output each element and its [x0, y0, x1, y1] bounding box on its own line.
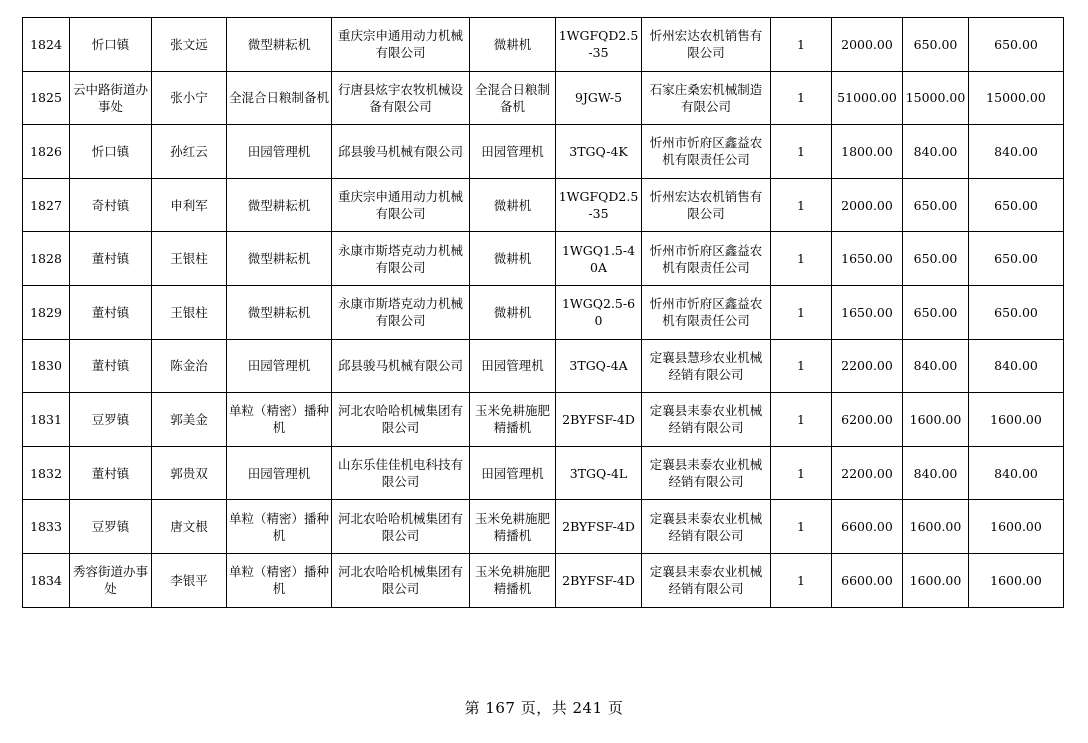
- row-id-cell: 1834: [23, 553, 70, 607]
- price-cell: 1800.00: [832, 125, 903, 179]
- town-cell: 董村镇: [70, 446, 152, 500]
- category-cell: 微型耕耘机: [227, 232, 332, 286]
- model-cell: 2BYFSF-4D: [556, 393, 642, 447]
- dealer-cell: 忻州市忻府区鑫益农机有限责任公司: [642, 232, 771, 286]
- manufacturer-cell: 河北农哈哈机械集团有限公司: [332, 553, 470, 607]
- price-cell: 1650.00: [832, 232, 903, 286]
- town-cell: 奇村镇: [70, 178, 152, 232]
- name-cell: 王银柱: [152, 285, 227, 339]
- total-subsidy-cell: 650.00: [969, 285, 1064, 339]
- quantity-cell: 1: [771, 125, 832, 179]
- category-cell: 单粒（精密）播种机: [227, 393, 332, 447]
- product-cell: 田园管理机: [470, 446, 556, 500]
- subsidy-cell: 840.00: [903, 446, 969, 500]
- product-cell: 田园管理机: [470, 125, 556, 179]
- subsidy-cell: 15000.00: [903, 71, 969, 125]
- dealer-cell: 定襄县耒泰农业机械经销有限公司: [642, 553, 771, 607]
- model-cell: 3TGQ-4L: [556, 446, 642, 500]
- subsidy-cell: 650.00: [903, 232, 969, 286]
- town-cell: 云中路街道办事处: [70, 71, 152, 125]
- dealer-cell: 忻州宏达农机销售有限公司: [642, 18, 771, 72]
- table-row: [23, 339, 1064, 393]
- quantity-cell: 1: [771, 71, 832, 125]
- manufacturer-cell: 重庆宗申通用动力机械有限公司: [332, 178, 470, 232]
- total-subsidy-cell: 650.00: [969, 232, 1064, 286]
- subsidy-cell: 650.00: [903, 285, 969, 339]
- price-cell: 2200.00: [832, 446, 903, 500]
- price-cell: 2000.00: [832, 18, 903, 72]
- price-cell: 6600.00: [832, 500, 903, 554]
- row-id-cell: 1826: [23, 125, 70, 179]
- product-cell: 微耕机: [470, 232, 556, 286]
- row-id-cell: 1833: [23, 500, 70, 554]
- manufacturer-cell: 永康市斯塔克动力机械有限公司: [332, 232, 470, 286]
- total-subsidy-cell: 840.00: [969, 446, 1064, 500]
- dealer-cell: 定襄县耒泰农业机械经销有限公司: [642, 500, 771, 554]
- product-cell: 玉米免耕施肥精播机: [470, 393, 556, 447]
- table-row: [23, 178, 1064, 232]
- town-cell: 豆罗镇: [70, 393, 152, 447]
- row-id-cell: 1831: [23, 393, 70, 447]
- total-subsidy-cell: 1600.00: [969, 393, 1064, 447]
- category-cell: 田园管理机: [227, 339, 332, 393]
- total-subsidy-cell: 650.00: [969, 178, 1064, 232]
- table-row: [23, 500, 1064, 554]
- price-cell: 51000.00: [832, 71, 903, 125]
- model-cell: 1WGFQD2.5-35: [556, 178, 642, 232]
- price-cell: 1650.00: [832, 285, 903, 339]
- price-cell: 2200.00: [832, 339, 903, 393]
- category-cell: 微型耕耘机: [227, 178, 332, 232]
- table-row: [23, 18, 1064, 72]
- name-cell: 孙红云: [152, 125, 227, 179]
- name-cell: 郭贵双: [152, 446, 227, 500]
- table-row: [23, 446, 1064, 500]
- quantity-cell: 1: [771, 232, 832, 286]
- category-cell: 单粒（精密）播种机: [227, 500, 332, 554]
- dealer-cell: 忻州宏达农机销售有限公司: [642, 178, 771, 232]
- total-subsidy-cell: 1600.00: [969, 553, 1064, 607]
- model-cell: 3TGQ-4K: [556, 125, 642, 179]
- manufacturer-cell: 行唐县炫宇农牧机械设备有限公司: [332, 71, 470, 125]
- subsidy-cell: 1600.00: [903, 393, 969, 447]
- table-row: [23, 553, 1064, 607]
- name-cell: 申利军: [152, 178, 227, 232]
- total-subsidy-cell: 840.00: [969, 339, 1064, 393]
- model-cell: 1WGFQD2.5-35: [556, 18, 642, 72]
- row-id-cell: 1824: [23, 18, 70, 72]
- row-id-cell: 1828: [23, 232, 70, 286]
- category-cell: 田园管理机: [227, 446, 332, 500]
- town-cell: 董村镇: [70, 339, 152, 393]
- table-body: [23, 18, 1064, 608]
- name-cell: 陈金治: [152, 339, 227, 393]
- model-cell: 2BYFSF-4D: [556, 500, 642, 554]
- category-cell: 田园管理机: [227, 125, 332, 179]
- dealer-cell: 石家庄桑宏机械制造有限公司: [642, 71, 771, 125]
- model-cell: 2BYFSF-4D: [556, 553, 642, 607]
- quantity-cell: 1: [771, 393, 832, 447]
- total-subsidy-cell: 840.00: [969, 125, 1064, 179]
- manufacturer-cell: 山东乐佳佳机电科技有限公司: [332, 446, 470, 500]
- category-cell: 微型耕耘机: [227, 285, 332, 339]
- product-cell: 田园管理机: [470, 339, 556, 393]
- row-id-cell: 1827: [23, 178, 70, 232]
- row-id-cell: 1825: [23, 71, 70, 125]
- table-row: [23, 71, 1064, 125]
- dealer-cell: 忻州市忻府区鑫益农机有限责任公司: [642, 285, 771, 339]
- model-cell: 1WGQ2.5-60: [556, 285, 642, 339]
- subsidy-table: [22, 17, 1064, 608]
- table-row: [23, 285, 1064, 339]
- town-cell: 董村镇: [70, 285, 152, 339]
- subsidy-cell: 1600.00: [903, 500, 969, 554]
- price-cell: 6600.00: [832, 553, 903, 607]
- manufacturer-cell: 河北农哈哈机械集团有限公司: [332, 393, 470, 447]
- quantity-cell: 1: [771, 18, 832, 72]
- table-row: [23, 393, 1064, 447]
- subsidy-cell: 650.00: [903, 178, 969, 232]
- product-cell: 玉米免耕施肥精播机: [470, 553, 556, 607]
- dealer-cell: 定襄县耒泰农业机械经销有限公司: [642, 446, 771, 500]
- subsidy-cell: 840.00: [903, 125, 969, 179]
- total-subsidy-cell: 15000.00: [969, 71, 1064, 125]
- dealer-cell: 忻州市忻府区鑫益农机有限责任公司: [642, 125, 771, 179]
- page-footer: 第 167 页，共 241 页: [464, 699, 624, 717]
- row-id-cell: 1829: [23, 285, 70, 339]
- town-cell: 秀容街道办事处: [70, 553, 152, 607]
- row-id-cell: 1832: [23, 446, 70, 500]
- category-cell: 单粒（精密）播种机: [227, 553, 332, 607]
- manufacturer-cell: 河北农哈哈机械集团有限公司: [332, 500, 470, 554]
- dealer-cell: 定襄县慧珍农业机械经销有限公司: [642, 339, 771, 393]
- quantity-cell: 1: [771, 339, 832, 393]
- town-cell: 豆罗镇: [70, 500, 152, 554]
- model-cell: 3TGQ-4A: [556, 339, 642, 393]
- manufacturer-cell: 邱县骏马机械有限公司: [332, 339, 470, 393]
- product-cell: 全混合日粮制备机: [470, 71, 556, 125]
- town-cell: 忻口镇: [70, 18, 152, 72]
- total-subsidy-cell: 650.00: [969, 18, 1064, 72]
- manufacturer-cell: 永康市斯塔克动力机械有限公司: [332, 285, 470, 339]
- category-cell: 全混合日粮制备机: [227, 71, 332, 125]
- row-id-cell: 1830: [23, 339, 70, 393]
- table-row: [23, 125, 1064, 179]
- subsidy-cell: 840.00: [903, 339, 969, 393]
- total-subsidy-cell: 1600.00: [969, 500, 1064, 554]
- product-cell: 微耕机: [470, 18, 556, 72]
- manufacturer-cell: 邱县骏马机械有限公司: [332, 125, 470, 179]
- table-row: [23, 232, 1064, 286]
- quantity-cell: 1: [771, 285, 832, 339]
- dealer-cell: 定襄县耒泰农业机械经销有限公司: [642, 393, 771, 447]
- model-cell: 1WGQ1.5-40A: [556, 232, 642, 286]
- product-cell: 微耕机: [470, 285, 556, 339]
- quantity-cell: 1: [771, 500, 832, 554]
- name-cell: 唐文根: [152, 500, 227, 554]
- name-cell: 张小宁: [152, 71, 227, 125]
- subsidy-cell: 1600.00: [903, 553, 969, 607]
- model-cell: 9JGW-5: [556, 71, 642, 125]
- name-cell: 王银柱: [152, 232, 227, 286]
- subsidy-cell: 650.00: [903, 18, 969, 72]
- price-cell: 2000.00: [832, 178, 903, 232]
- price-cell: 6200.00: [832, 393, 903, 447]
- category-cell: 微型耕耘机: [227, 18, 332, 72]
- quantity-cell: 1: [771, 178, 832, 232]
- name-cell: 郭美金: [152, 393, 227, 447]
- manufacturer-cell: 重庆宗申通用动力机械有限公司: [332, 18, 470, 72]
- town-cell: 忻口镇: [70, 125, 152, 179]
- name-cell: 李银平: [152, 553, 227, 607]
- name-cell: 张文远: [152, 18, 227, 72]
- quantity-cell: 1: [771, 446, 832, 500]
- town-cell: 董村镇: [70, 232, 152, 286]
- quantity-cell: 1: [771, 553, 832, 607]
- product-cell: 玉米免耕施肥精播机: [470, 500, 556, 554]
- product-cell: 微耕机: [470, 178, 556, 232]
